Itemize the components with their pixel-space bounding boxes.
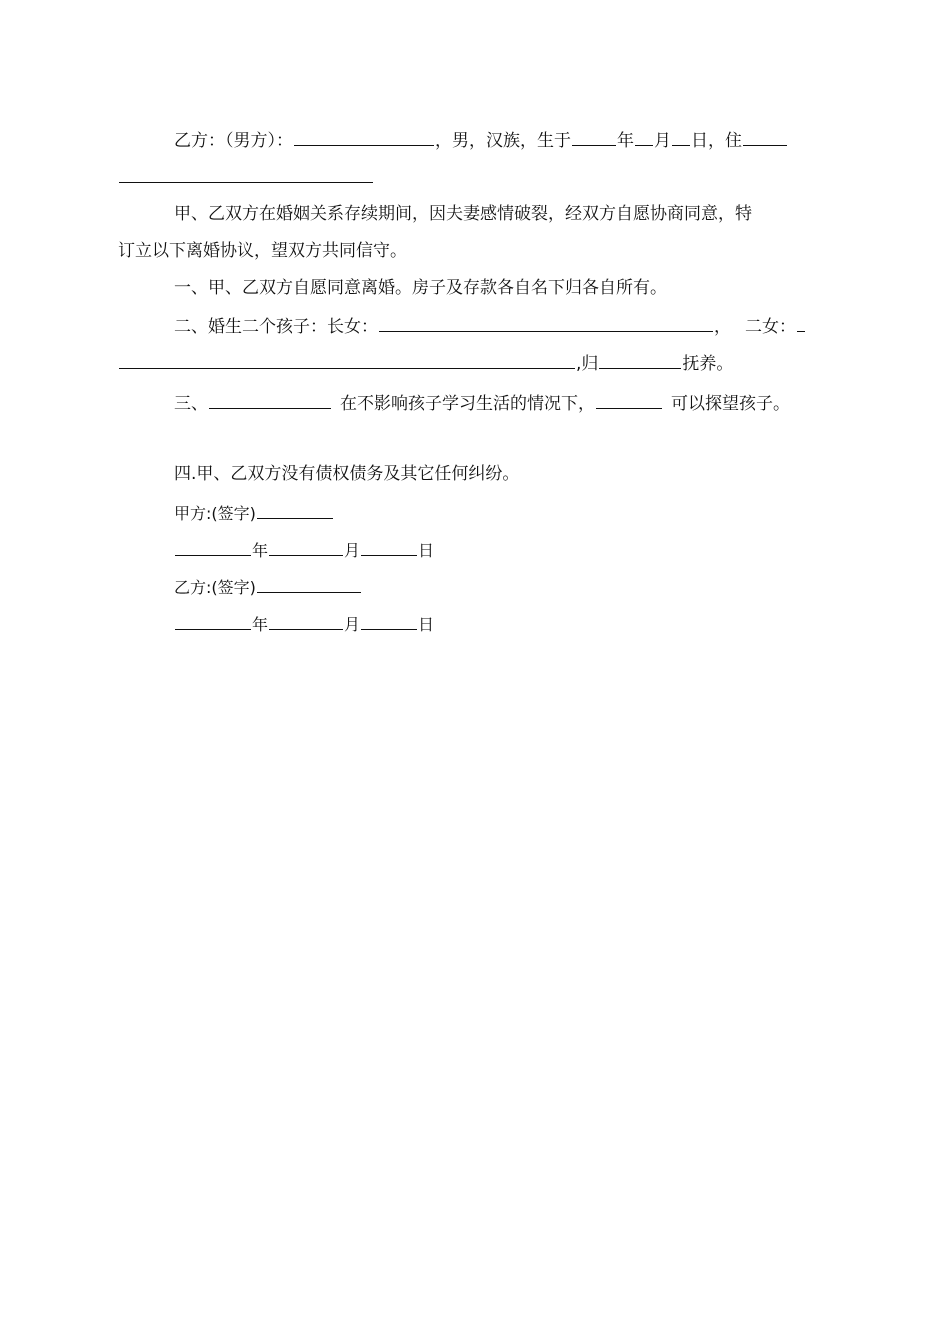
clause-3-suffix: 可以探望孩子。 <box>671 394 790 414</box>
clause-2-comma: ， <box>714 317 731 337</box>
party-a-month-blank[interactable] <box>269 537 343 556</box>
party-b-day-blank[interactable] <box>361 611 417 630</box>
birth-day-blank[interactable] <box>672 127 690 146</box>
party-a-signature-line <box>174 500 334 526</box>
clause-1: 一、甲、乙双方自愿同意离婚。房子及存款各自名下归各自所有。 <box>174 278 667 298</box>
party-b-signature-blank[interactable] <box>257 574 361 593</box>
birth-year-label: 年 <box>617 131 634 151</box>
address-label: 日，住 <box>691 131 742 151</box>
party-a-date-line <box>174 537 434 563</box>
birth-year-blank[interactable] <box>572 127 616 146</box>
birth-month-label: 月 <box>654 131 671 151</box>
clause-3 <box>174 390 790 416</box>
party-a-signature-label: 甲方:(签字) <box>174 504 256 523</box>
clause-2-line-2 <box>118 350 733 376</box>
party-b-year-label: 年 <box>252 615 269 634</box>
party-b-prefix: 乙方：（男方）： <box>174 131 293 151</box>
party-a-year-blank[interactable] <box>175 537 251 556</box>
intro-paragraph-line-2: 订立以下离婚协议，望双方共同信守。 <box>118 241 407 261</box>
party-a-month-label: 月 <box>344 541 361 560</box>
party-a-year-label: 年 <box>252 541 269 560</box>
party-a-day-blank[interactable] <box>361 537 417 556</box>
party-b-date-line <box>174 611 434 637</box>
clause-3-middle: 在不影响孩子学习生活的情况下， <box>340 394 595 414</box>
party-b-day-label: 日 <box>418 615 435 634</box>
second-daughter-label: 二女： <box>745 317 796 337</box>
raise-label: 抚养。 <box>682 354 734 374</box>
second-daughter-blank-start[interactable] <box>797 313 805 332</box>
party-b-month-label: 月 <box>344 615 361 634</box>
party-a-day-label: 日 <box>418 541 435 560</box>
clause-3-prefix: 三、 <box>174 394 208 414</box>
party-b-signature-line <box>174 574 362 600</box>
party-b-name-blank[interactable] <box>294 127 434 146</box>
party-b-year-blank[interactable] <box>175 611 251 630</box>
visiting-party-blank-2[interactable] <box>596 390 662 409</box>
party-b-signature-label: 乙方:(签字) <box>174 578 256 597</box>
clause-4: 四.甲、乙双方没有债权债务及其它任何纠纷。 <box>174 464 520 484</box>
clause-2-prefix: 二、婚生二个孩子：长女： <box>174 317 378 337</box>
party-b-gender-text: ，男，汉族，生于 <box>435 131 571 151</box>
address-continuation-line <box>118 164 374 190</box>
party-a-signature-blank[interactable] <box>257 500 333 519</box>
address-blank-start[interactable] <box>743 127 787 146</box>
custody-label: ,归 <box>576 354 599 374</box>
party-b-month-blank[interactable] <box>269 611 343 630</box>
visiting-party-blank[interactable] <box>209 390 331 409</box>
party-b-line <box>174 127 788 153</box>
eldest-daughter-blank[interactable] <box>379 313 713 332</box>
clause-2-line-1 <box>174 313 806 339</box>
custody-blank[interactable] <box>599 350 681 369</box>
address-blank-continued[interactable] <box>119 164 373 183</box>
second-daughter-blank[interactable] <box>119 350 575 369</box>
intro-paragraph-line-1: 甲、乙双方在婚姻关系存续期间，因夫妻感情破裂，经双方自愿协商同意，特 <box>174 204 752 224</box>
birth-month-blank[interactable] <box>635 127 653 146</box>
